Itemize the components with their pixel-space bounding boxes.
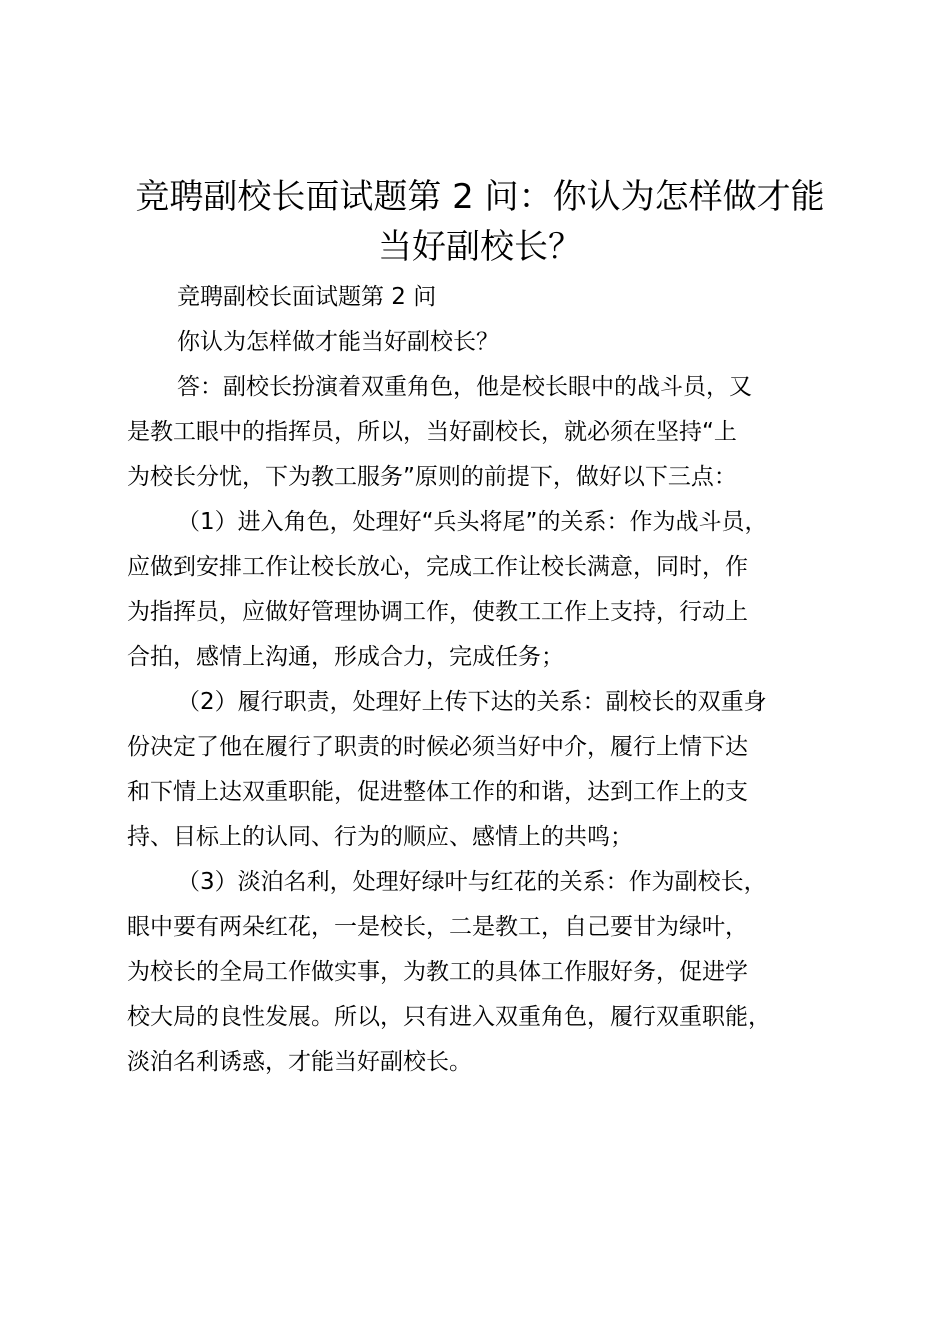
paragraph-line: 份决定了他在履行了职责的时候必须当好中介，履行上情下达 bbox=[127, 734, 748, 760]
paragraph-line: （2）履行职责，处理好上传下达的关系：副校长的双重身 bbox=[177, 689, 767, 715]
paragraph-line: 是教工眼中的指挥员，所以，当好副校长，就必须在坚持“上 bbox=[127, 419, 737, 445]
paragraph-line: 为指挥员，应做好管理协调工作，使教工工作上支持，行动上 bbox=[127, 599, 748, 625]
paragraph-line: 合拍，感情上沟通，形成合力，完成任务； bbox=[127, 644, 564, 670]
question-line: 你认为怎样做才能当好副校长？ bbox=[177, 329, 499, 355]
paragraph-line: 眼中要有两朵红花，一是校长，二是教工，自己要甘为绿叶， bbox=[127, 914, 748, 940]
paragraph-line: 校大局的良性发展。所以，只有进入双重角色，履行双重职能， bbox=[127, 1004, 771, 1030]
paragraph-line: （1）进入角色，处理好“兵头将尾”的关系：作为战斗员， bbox=[177, 509, 768, 535]
paragraph-line: 答：副校长扮演着双重角色，他是校长眼中的战斗员，又 bbox=[177, 374, 752, 400]
paragraph-line: （3）淡泊名利，处理好绿叶与红花的关系：作为副校长， bbox=[177, 869, 767, 895]
paragraph-line: 持、目标上的认同、行为的顺应、感情上的共鸣； bbox=[127, 824, 633, 850]
paragraph-line: 为校长分忧，下为教工服务”原则的前提下，做好以下三点： bbox=[127, 464, 737, 490]
paragraph-line: 淡泊名利诱惑，才能当好副校长。 bbox=[127, 1049, 472, 1075]
paragraph-line: 和下情上达双重职能，促进整体工作的和谐，达到工作上的支 bbox=[127, 779, 748, 805]
document-title-line-2: 当好副校长？ bbox=[378, 227, 582, 267]
subtitle-line: 竞聘副校长面试题第 2 问 bbox=[177, 284, 437, 310]
paragraph-line: 为校长的全局工作做实事，为教工的具体工作服好务，促进学 bbox=[127, 959, 748, 985]
document-title-line-1: 竞聘副校长面试题第 2 问：你认为怎样做才能 bbox=[135, 177, 825, 217]
paragraph-line: 应做到安排工作让校长放心，完成工作让校长满意，同时，作 bbox=[127, 554, 748, 580]
